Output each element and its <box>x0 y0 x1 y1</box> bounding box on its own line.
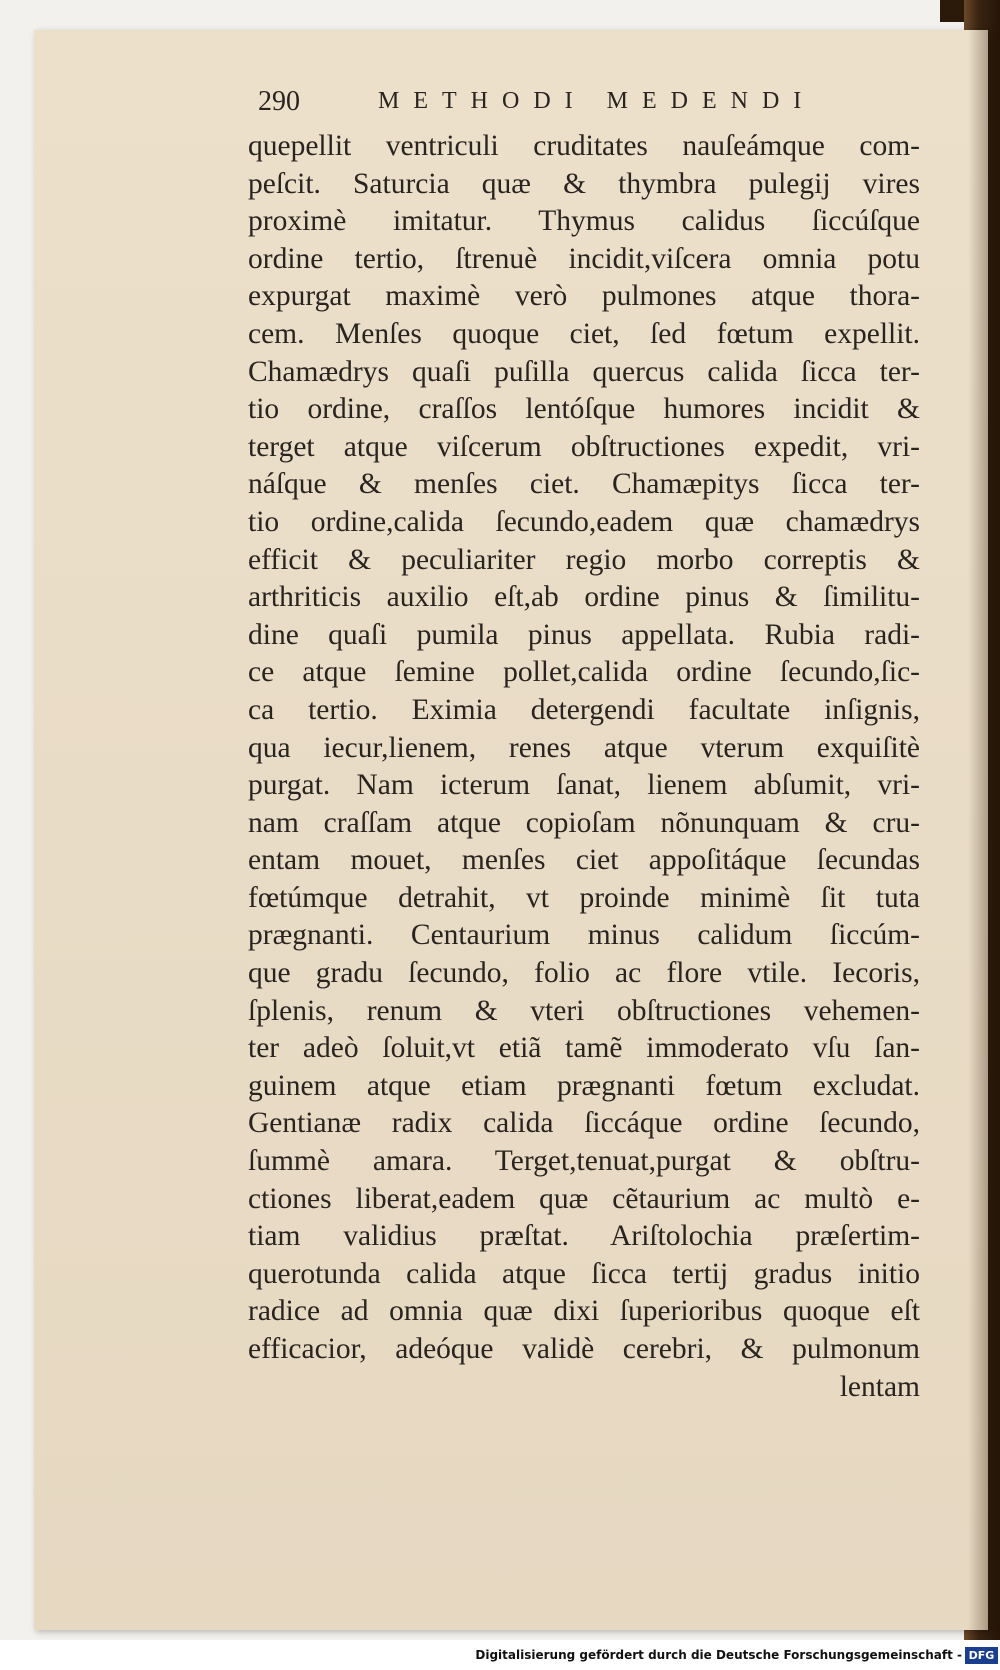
funding-credit: Digitalisierung gefördert durch die Deutsche Forschungsgemeinschaft - <box>475 1648 962 1662</box>
text-line: cem. Menſes quoque ciet, ſed fœtum expellit. <box>248 317 920 350</box>
text-line: ter adeò ſoluit,vt etiã tamẽ immoderato vſu ſan- <box>248 1032 920 1065</box>
text-line: ſplenis, renum & vteri obſtructiones vehemen- <box>248 994 920 1027</box>
text-line: ce atque ſemine pollet,calida ordine ſecundo,ſic- <box>248 656 920 689</box>
text-line: ctiones liberat,eadem quæ cẽtaurium ac multò e- <box>248 1182 920 1215</box>
text-line: tio ordine, craſſos lentóſque humores incidit & <box>248 393 920 426</box>
text-line: náſque & menſes ciet. Chamæpitys ſicca ter- <box>248 468 920 501</box>
text-line: qua iecur,lienem, renes atque vterum exquiſitè <box>248 731 920 764</box>
text-line: tiam validius prӕſtat. Ariſtolochia præſertim- <box>248 1220 920 1253</box>
text-line: tio ordine,calida ſecundo,eadem quæ chamædrys <box>248 505 920 538</box>
text-line: Gentianæ radix calida ſiccáque ordine ſecundo, <box>248 1107 920 1140</box>
running-head <box>258 86 898 126</box>
text-line: entam mouet, menſes ciet appoſitáque ſecundas <box>248 844 920 877</box>
text-line: quepellit ventriculi cruditates nauſeámque com- <box>248 130 920 162</box>
text-line: peſcit. Saturcia quæ & thymbra pulegij vires <box>248 167 920 200</box>
text-line: proximè imitatur. Thymus calidus ſiccúſque <box>248 205 920 238</box>
running-title: METHODI MEDENDI <box>378 88 816 114</box>
text-line: terget atque viſcerum obſtructiones expedit, vri- <box>248 430 920 463</box>
text-line: prægnanti. Centaurium minus calidum ſiccúm- <box>248 919 920 952</box>
body-text <box>248 128 920 1406</box>
text-line: dine quaſi pumila pinus appellata. Rubia radi- <box>248 618 920 651</box>
text-line: guinem atque etiam prægnanti fœtum excludat. <box>248 1069 920 1102</box>
digitization-footer <box>0 1645 1000 1670</box>
text-line: que gradu ſecundo, folio ac flore vtile. Iecoris, <box>248 957 920 990</box>
text-line: nam craſſam atque copioſam nõnunquam & cru- <box>248 806 920 839</box>
text-line: purgat. Nam icterum ſanat, lienem abſumit, vri- <box>248 769 920 802</box>
text-line: ordine tertio, ſtrenuè incidit,viſcera omnia potu <box>248 242 920 275</box>
text-line: radice ad omnia quæ dixi ſuperioribus quoque eſt <box>248 1295 920 1328</box>
page-number: 290 <box>258 86 300 117</box>
catchword: lentam <box>839 1370 920 1403</box>
text-line: expurgat maximè verò pulmones atque thora- <box>248 280 920 313</box>
dfg-logo: DFG <box>965 1647 998 1664</box>
text-line: arthriticis auxilio eſt,ab ordine pinus & ſimilitu- <box>248 581 920 614</box>
text-line: efficacior, adeóque validè cerebri, & pulmonum <box>248 1333 920 1365</box>
text-line: fœtúmque detrahit, vt proinde minimè ſit tuta <box>248 881 920 914</box>
text-line: Chamædrys quaſi puſilla quercus calida ſicca ter- <box>248 355 920 388</box>
text-line: ſummè amara. Terget,tenuat,purgat & obſtru- <box>248 1145 920 1178</box>
text-line: ca tertio. Eximia detergendi facultate inſignis, <box>248 693 920 726</box>
text-line: querotunda calida atque ſicca tertij gradus initio <box>248 1257 920 1290</box>
text-line: efficit & peculiariter regio morbo correptis & <box>248 543 920 576</box>
